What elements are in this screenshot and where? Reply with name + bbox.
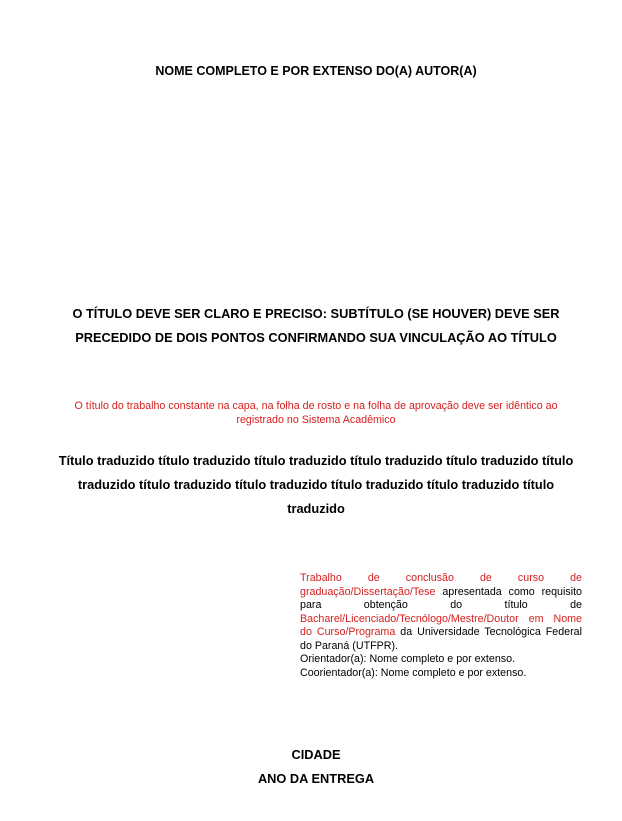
coadvisor-line: Coorientador(a): Nome completo e por extenso. [300,666,527,679]
nature-statement [300,572,582,653]
nature-work-type: Trabalho de conclusão de curso de graduação/Dissertação/Tese [300,572,582,598]
advisor-line: Orientador(a): Nome completo e por extenso. [300,653,516,665]
nature-requirement-text: apresentada como requisito para obtenção do título de [300,585,582,611]
city: CIDADE [291,747,341,762]
nature-degree-course: Bacharel/Licenciado/Tecnólogo/Mestre/Doutor em Nome do Curso/Programa [300,612,582,638]
nature-institution: da Universidade Tecnológica Federal do Paraná (UTFPR). [300,626,582,652]
translated-title: Título traduzido título traduzido título traduzido título traduzido título traduzido título traduzido título traduzido título traduzido título traduzido título traduzido título traduzido [58,453,574,516]
author-name: NOME COMPLETO E POR EXTENSO DO(A) AUTOR(A) [155,64,477,78]
title-instruction-note: O título do trabalho constante na capa, na folha de rosto e na folha de aprovação deve ser idêntico ao registrado no Sistema Acadêmico [74,400,558,426]
document-title: O TÍTULO DEVE SER CLARO E PRECISO: SUBTÍTULO (SE HOUVER) DEVE SER PRECEDIDO DE DOIS PONTOS CONFIRMANDO SUA VINCULAÇÃO AO TÍTULO [72,306,560,345]
nature-of-work [300,572,582,680]
delivery-year: ANO DA ENTREGA [257,771,375,786]
